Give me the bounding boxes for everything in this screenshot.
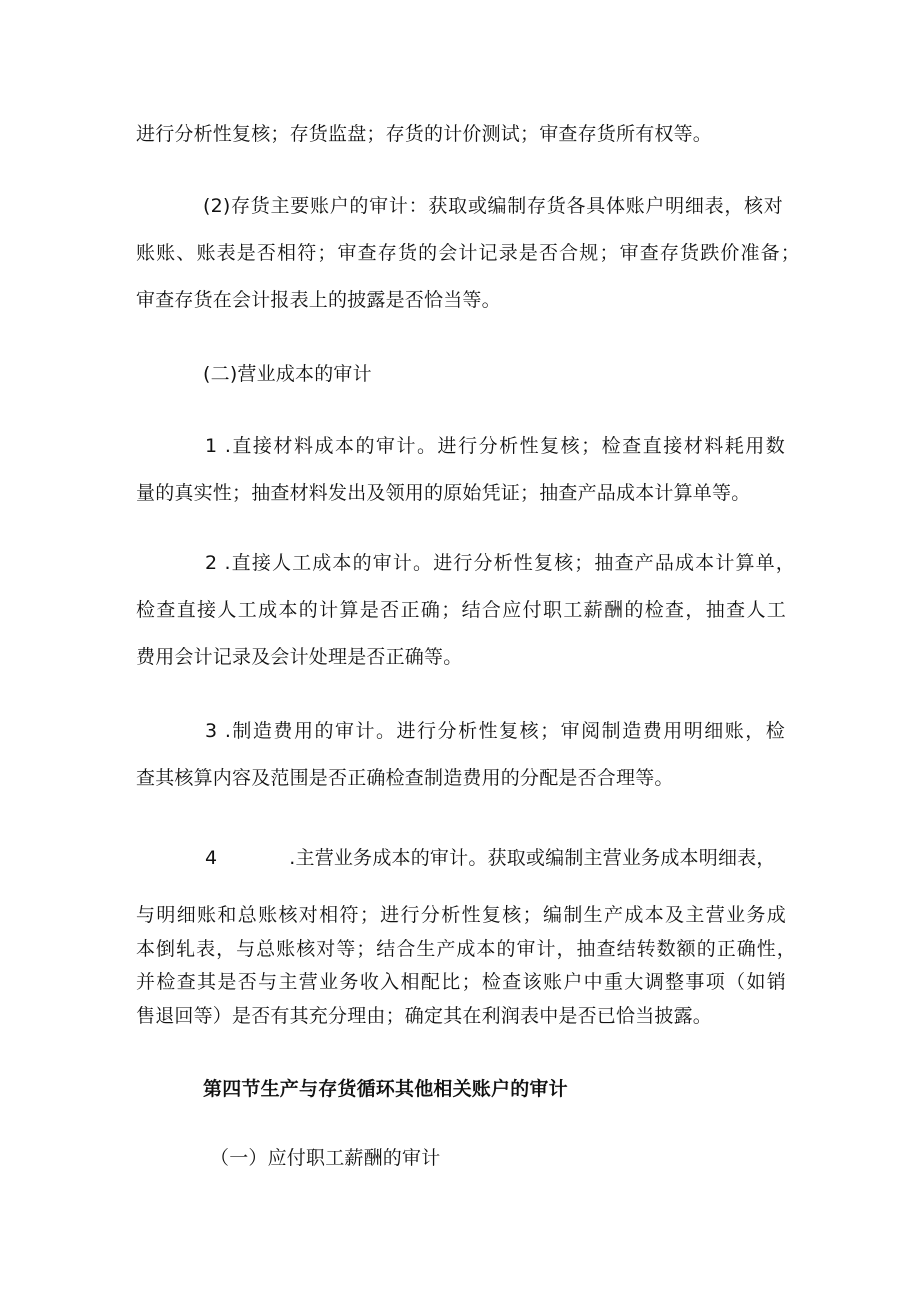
subsection-heading: (二)营业成本的审计: [203, 363, 372, 385]
paragraph-line: 本倒轧表，与总账核对等；结合生产成本的审计，抽查结转数额的正确性，: [136, 938, 796, 960]
paragraph-line: 查其核算内容及范围是否正确检查制造费用的分配是否合理等。: [136, 767, 674, 789]
paragraph-line: 并检查其是否与主营业务收入相配比；检查该账户中重大调整事项（如销: [136, 971, 786, 993]
item-number: 4: [205, 847, 218, 869]
paragraph-line: [205, 845, 795, 871]
section-title: 第四节生产与存货循环其他相关账户的审计: [203, 1078, 568, 1100]
paragraph-line: 进行分析性复核；存货监盘；存货的计价测试；审查存货所有权等。: [136, 123, 713, 145]
paragraph-line: 3 .制造费用的审计。进行分析性复核；审阅制造费用明细账，检: [205, 720, 785, 742]
paragraph-line: 费用会计记录及会计处理是否正确等。: [136, 646, 463, 668]
item-text: .主营业务成本的审计。获取或编制主营业务成本明细表，: [289, 847, 776, 869]
paragraph-line: (2)存货主要账户的审计：获取或编制存货各具体账户明细表，核对: [203, 195, 783, 217]
paragraph-line: 量的真实性；抽查材料发出及领用的原始凭证；抽查产品成本计算单等。: [136, 482, 751, 504]
paragraph-line: 审查存货在会计报表上的披露是否恰当等。: [136, 289, 501, 311]
subsection-heading: （一）应付职工薪酬的审计: [210, 1147, 441, 1169]
paragraph-line: 2 .直接人工成本的审计。进行分析性复核；抽查产品成本计算单，: [205, 552, 795, 574]
paragraph-line: 与明细账和总账核对相符；进行分析性复核；编制生产成本及主营业务成: [136, 904, 786, 926]
paragraph-line: 售退回等）是否有其充分理由；确定其在利润表中是否已恰当披露。: [136, 1005, 713, 1027]
paragraph-line: 账账、账表是否相符；审查存货的会计记录是否合规；审查存货跌价准备；: [136, 242, 800, 264]
paragraph-line: 1 .直接材料成本的审计。进行分析性复核；检查直接材料耗用数: [205, 435, 785, 457]
paragraph-line: 检查直接人工成本的计算是否正确；结合应付职工薪酬的检查，抽查人工: [136, 599, 786, 621]
